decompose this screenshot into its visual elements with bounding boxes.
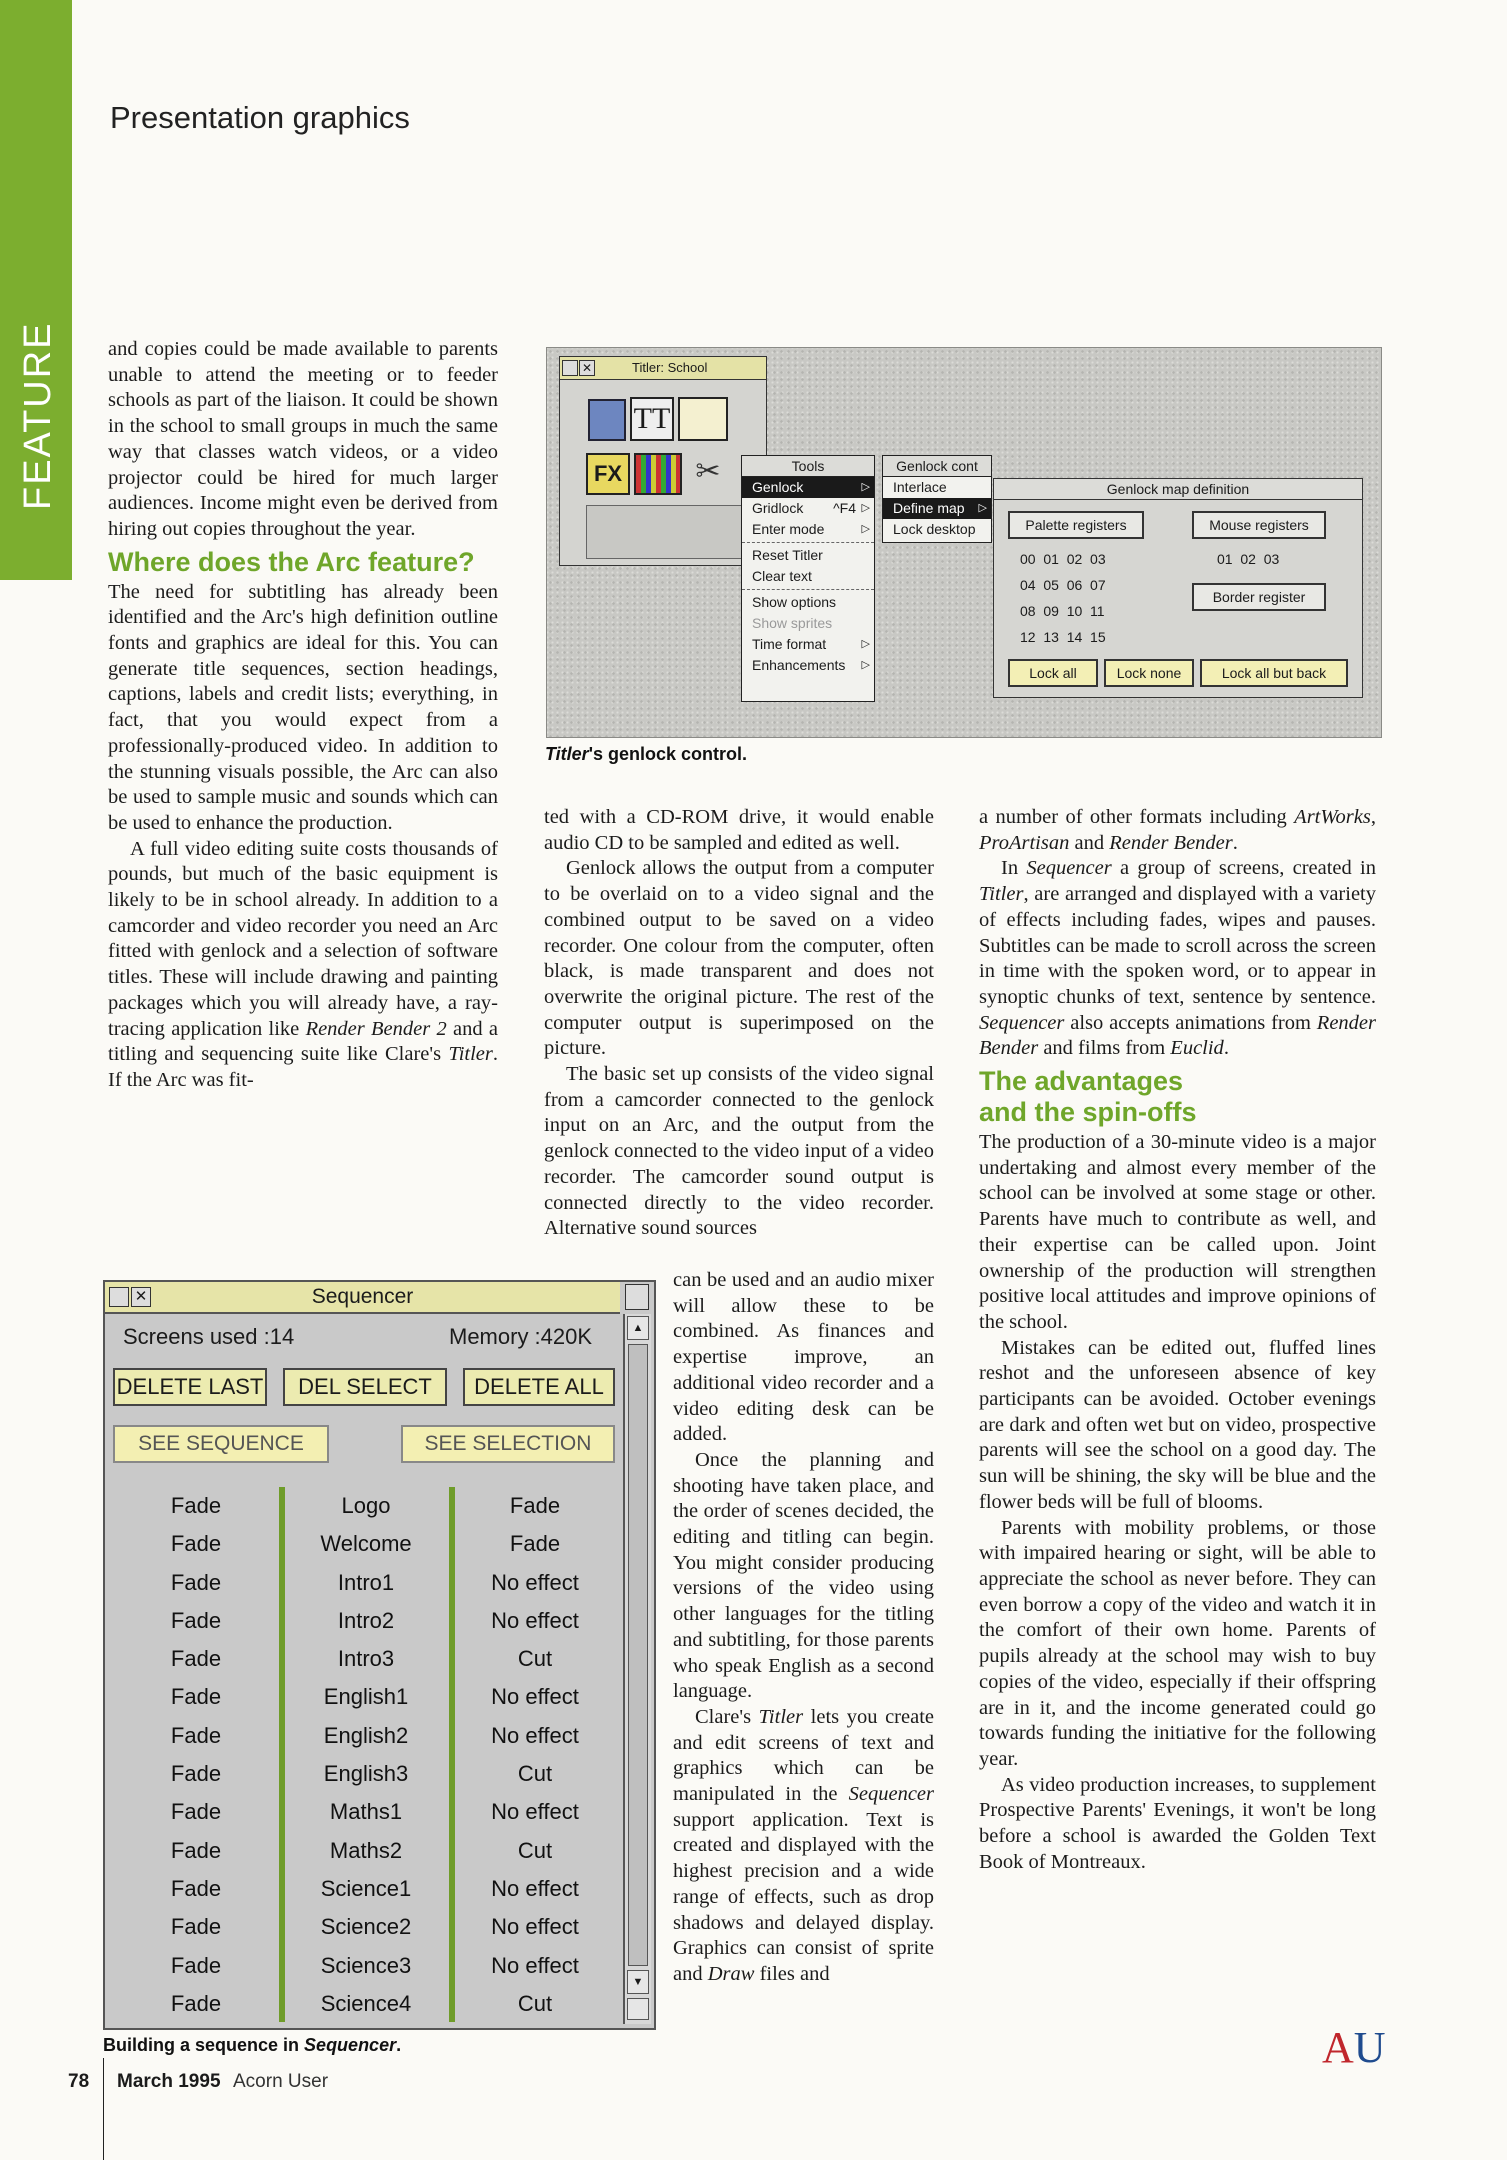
- menu-item-define-map[interactable]: Define map ▷: [883, 498, 991, 519]
- effect-out-cell[interactable]: Cut: [517, 1837, 553, 1863]
- effect-in-cell[interactable]: Fade: [170, 1952, 222, 1978]
- screen-name-cell[interactable]: Welcome: [320, 1531, 412, 1557]
- column-3: [979, 805, 1376, 1875]
- paragraph: a number of other formats including ArtWorks, ProArtisan and Render Bender.: [979, 806, 1376, 854]
- effect-out-cell[interactable]: No effect: [491, 1914, 579, 1940]
- effect-out-cell[interactable]: No effect: [491, 1952, 579, 1978]
- delete-all-button[interactable]: DELETE ALL: [463, 1368, 615, 1406]
- effect-out-cell[interactable]: Fade: [509, 1493, 561, 1518]
- paragraph: ted with a CD-ROM drive, it would enable audio CD to be sampled and edited as well.: [544, 806, 934, 854]
- menu-item-reset-titler[interactable]: Reset Titler: [752, 547, 823, 563]
- vertical-scrollbar[interactable]: [623, 1314, 651, 2024]
- lock-all-but-back-button[interactable]: Lock all but back: [1200, 659, 1348, 687]
- column-1: [108, 337, 498, 1094]
- scroll-up-arrow-icon[interactable]: ▲: [627, 1316, 649, 1340]
- screen-name-cell[interactable]: Maths1: [329, 1799, 403, 1825]
- back-icon[interactable]: [109, 1287, 129, 1307]
- palette-row[interactable]: 04 05 06 07: [1020, 577, 1106, 593]
- tools-menu-title: Tools: [742, 456, 874, 477]
- palette-row[interactable]: 00 01 02 03: [1020, 551, 1106, 567]
- paragraph: As video production increases, to supplement Prospective Parents' Evenings, it won't be long before a school is awarded the Golden Text Book of Montreaux.: [979, 1773, 1376, 1873]
- screen-name-column: [286, 1487, 446, 2022]
- fx-icon[interactable]: FX: [586, 453, 630, 495]
- paragraph: The basic set up consists of the video signal from a camcorder connected to the genlock input on an Arc, and the output from the genlock connected to the video input of a video recorder. The camcorder sound output is connected directly to the video recorder. Alternative sound sources: [544, 1063, 934, 1240]
- effect-in-cell[interactable]: Fade: [170, 1531, 222, 1557]
- section-title: Presentation graphics: [110, 100, 410, 135]
- lock-all-button[interactable]: Lock all: [1008, 659, 1098, 687]
- sequencer-title: Sequencer: [311, 1285, 414, 1308]
- effect-out-cell[interactable]: No effect: [491, 1684, 579, 1710]
- lock-none-button[interactable]: Lock none: [1104, 659, 1194, 687]
- screen-name-cell[interactable]: English2: [323, 1722, 409, 1748]
- paragraph: The need for subtitling has already been identified and the Arc's high definition outline fonts and graphics are ideal for this. You can generate title sequences, section headings, captions, labels and credit lists; everything, in fact, that you would expect from a professionally-produced video. In addition to the stunning visuals possible, the Arc can also be used to sample music and sounds which can be used to enhance the production.: [108, 580, 498, 834]
- screen-name-cell[interactable]: Science1: [320, 1875, 412, 1901]
- screen-name-cell[interactable]: Intro1: [337, 1569, 395, 1595]
- see-selection-button[interactable]: SEE SELECTION: [401, 1425, 615, 1463]
- effect-out-cell[interactable]: Cut: [517, 1990, 553, 2016]
- paragraph: Genlock allows the output from a computer to be overlaid on to a video signal and the combined output to be saved on a video recorder. One colour from the computer, often black, is made transparent and does not overwrite the original picture. The rest of the computer output is superimposed on the picture.: [544, 857, 934, 1060]
- screen-name-cell[interactable]: Logo: [341, 1493, 391, 1518]
- paragraph: Once the planning and shooting have taken place, and the order of scenes decided, the editing and titling can begin. You might consider producing versions of the video using other languages for the titling and subtitling, for those parents who speak English as a second language.: [673, 1448, 934, 1703]
- paragraph: In Sequencer a group of screens, created in Titler, are arranged and displayed with a variety of effects including fades, wipes and pauses. Subtitles can be made to scroll across the screen in time with the spoken word, or to appear in synoptic chunks of text, sentence by sentence. Sequencer also accepts animations from Render Bender and films from Euclid.: [979, 857, 1376, 1060]
- column-2-upper: [544, 805, 934, 1242]
- close-icon[interactable]: ✕: [131, 1287, 151, 1307]
- palette-registers-button[interactable]: Palette registers: [1008, 511, 1144, 539]
- screen-name-cell[interactable]: Intro3: [337, 1646, 395, 1672]
- menu-item-enhancements[interactable]: Enhancements ▷: [752, 657, 870, 673]
- disc-icon[interactable]: [588, 399, 626, 441]
- effect-in-cell[interactable]: Fade: [170, 1607, 222, 1633]
- genlock-screenshot: [546, 347, 1382, 738]
- paragraph: can be used and an audio mixer will allow these to be combined. As finances and expertise improve, an additional video recorder and a video editing desk can be added.: [673, 1269, 934, 1446]
- screen-name-cell[interactable]: English3: [323, 1761, 409, 1787]
- effect-out-cell[interactable]: No effect: [491, 1569, 579, 1595]
- acorn-user-logo: AU: [1322, 2023, 1386, 2072]
- heading-arc-feature: Where does the Arc feature?: [108, 546, 475, 577]
- effect-in-cell[interactable]: Fade: [170, 1569, 222, 1595]
- column-2-lower: [673, 1268, 934, 1988]
- footer-rule: [103, 2058, 104, 2160]
- menu-item-clear-text[interactable]: Clear text: [752, 568, 812, 584]
- mouse-registers-button[interactable]: Mouse registers: [1192, 511, 1326, 539]
- sequencer-caption: Building a sequence in Sequencer.: [103, 2035, 402, 2055]
- screen-name-cell[interactable]: Science4: [320, 1990, 412, 2016]
- effect-in-cell[interactable]: Fade: [170, 1875, 222, 1901]
- palette-row[interactable]: 12 13 14 15: [1020, 629, 1106, 645]
- tools-menu: [741, 455, 875, 702]
- memory: Memory :420K: [449, 1324, 593, 1349]
- feature-tab-label: FEATURE: [17, 321, 59, 510]
- effect-out-cell[interactable]: No effect: [491, 1875, 579, 1901]
- back-icon[interactable]: [562, 360, 578, 376]
- effect-out-cell[interactable]: No effect: [491, 1607, 579, 1633]
- genlock-map-titlebar[interactable]: Genlock map definition: [994, 479, 1362, 500]
- screens-used: Screens used :14: [123, 1324, 295, 1349]
- effect-in-cell[interactable]: Fade: [170, 1493, 222, 1518]
- close-icon[interactable]: ✕: [579, 360, 595, 376]
- text-area[interactable]: [586, 505, 756, 559]
- menu-item-enter-mode[interactable]: Enter mode ▷: [752, 521, 870, 537]
- sequencer-window: [103, 1280, 656, 2030]
- resize-icon[interactable]: [627, 1998, 649, 2020]
- column-divider: [449, 1487, 455, 2022]
- menu-item-gridlock[interactable]: Gridlock ^F4 ▷: [752, 500, 870, 516]
- column-divider: [279, 1487, 285, 2022]
- effect-in-cell[interactable]: Fade: [170, 1761, 222, 1787]
- titler-window-title: Titler: School: [632, 360, 708, 375]
- delete-last-button[interactable]: DELETE LAST: [113, 1368, 267, 1406]
- effect-in-cell[interactable]: Fade: [170, 1799, 222, 1825]
- tools-icon[interactable]: ✂: [695, 455, 721, 488]
- paragraph: and copies could be made available to parents unable to attend the meeting or to feeder schools as part of the liaison. It could be shown in the school to small groups in much the same way that classes watch videos, or a video projector could be hired for much larger audiences. Income might even be derived from hiring out copies throughout the year.: [108, 338, 498, 540]
- effect-in-cell[interactable]: Fade: [170, 1722, 222, 1748]
- screen-name-cell[interactable]: English1: [323, 1684, 409, 1710]
- del-select-button[interactable]: DEL SELECT: [283, 1368, 447, 1406]
- mouse-row[interactable]: 01 02 03: [1217, 551, 1280, 567]
- heading-advantages: The advantages and the spin-offs: [979, 1066, 1197, 1128]
- effect-in-cell[interactable]: Fade: [170, 1914, 222, 1940]
- palette-icon[interactable]: [634, 453, 682, 495]
- border-register-button[interactable]: Border register: [1192, 583, 1326, 611]
- screen-name-cell[interactable]: Intro2: [337, 1607, 395, 1633]
- sequence-list[interactable]: [116, 1487, 614, 2022]
- screen-name-cell[interactable]: Science2: [320, 1914, 412, 1940]
- menu-item-genlock[interactable]: Genlock ▷: [742, 477, 874, 498]
- screen-name-cell[interactable]: Maths2: [329, 1837, 403, 1863]
- paragraph: Parents with mobility problems, or those with impaired hearing or sight, will be able to appreciate the school as never before. They can even borrow a copy of the video and watch it in the comfort of their own home. Parents of pupils already at the school may wish to buy copies of the video, especially if their offspring are in it, and the income generated could go towards funding the initiative for the following year.: [979, 1516, 1376, 1770]
- menu-item-interlace[interactable]: Interlace: [893, 479, 947, 495]
- effect-out-cell[interactable]: Cut: [517, 1646, 553, 1672]
- effect-in-cell[interactable]: Fade: [170, 1837, 222, 1863]
- effect-out-column: [456, 1487, 614, 2022]
- paragraph: Mistakes can be edited out, fluffed lines reshot and the unforeseen absence of key participants can be avoided. October evenings are dark and often wet but on video, prospective parents will see the school on a good day. The sun will be shining, the sky will be blue and the flower beds will be full of blooms.: [979, 1336, 1376, 1513]
- effect-in-cell[interactable]: Fade: [170, 1646, 222, 1672]
- effect-out-cell[interactable]: No effect: [491, 1799, 579, 1825]
- menu-item-lock-desktop[interactable]: Lock desktop: [893, 521, 976, 537]
- scroll-down-arrow-icon[interactable]: ▼: [627, 1970, 649, 1994]
- sequencer-titlebar[interactable]: [105, 1282, 620, 1314]
- genlock-caption: Titler's genlock control.: [545, 744, 747, 764]
- effect-out-cell[interactable]: Cut: [517, 1761, 553, 1787]
- page-number: 78: [68, 2071, 90, 2092]
- effect-in-column: [116, 1487, 276, 2022]
- menu-item-show-options[interactable]: Show options: [752, 594, 837, 610]
- effect-in-cell[interactable]: Fade: [170, 1684, 222, 1710]
- palette-row[interactable]: 08 09 10 11: [1020, 603, 1105, 619]
- effect-out-cell[interactable]: Fade: [509, 1531, 561, 1557]
- titler-titlebar[interactable]: [560, 357, 766, 380]
- scroll-thumb[interactable]: [628, 1344, 648, 1966]
- genlock-cont-menu: [882, 455, 992, 543]
- paragraph: Clare's Titler lets you create and edit screens of text and graphics which can be manipulated in the Sequencer support application. Text is created and displayed with the highest precision and a wide range of effects, such as drop shadows and delayed display. Graphics can consist of sprite and Draw files and: [673, 1705, 934, 1985]
- effect-in-cell[interactable]: Fade: [170, 1990, 222, 2016]
- menu-item-time-format[interactable]: Time format ▷: [752, 636, 870, 652]
- paragraph: A full video editing suite costs thousands of pounds, but much of the basic equipment is likely to be in school already. In addition to a camcorder and video recorder you need an Arc fitted with genlock and a selection of software titles. These will include drawing and painting packages which you will already have, a ray-tracing application like Render Bender 2 and a titling and sequencing suite like Clare's Titler. If the Arc was fit-: [108, 837, 499, 1091]
- paragraph: The production of a 30-minute video is a major undertaking and almost every member of the school can be involved at some stage or other. Parents have much to contribute as well, and their expertise can be called upon. Joint ownership of the production will strengthen positive local attitudes and improve opinions of the school.: [979, 1131, 1376, 1333]
- genlock-cont-title: Genlock cont: [883, 456, 991, 477]
- toggle-size-icon[interactable]: [625, 1284, 649, 1310]
- genlock-map-window: [993, 478, 1363, 698]
- see-sequence-button[interactable]: SEE SEQUENCE: [113, 1425, 329, 1463]
- layout-icon[interactable]: [678, 397, 728, 441]
- font-tool-icon[interactable]: TT: [630, 397, 674, 441]
- menu-item-show-sprites[interactable]: Show sprites: [752, 615, 833, 631]
- magazine-name: Acorn User: [233, 2071, 329, 2092]
- titler-window: [559, 356, 767, 566]
- screen-name-cell[interactable]: Science3: [320, 1952, 412, 1978]
- issue-date: March 1995: [117, 2071, 221, 2092]
- effect-out-cell[interactable]: No effect: [491, 1722, 579, 1748]
